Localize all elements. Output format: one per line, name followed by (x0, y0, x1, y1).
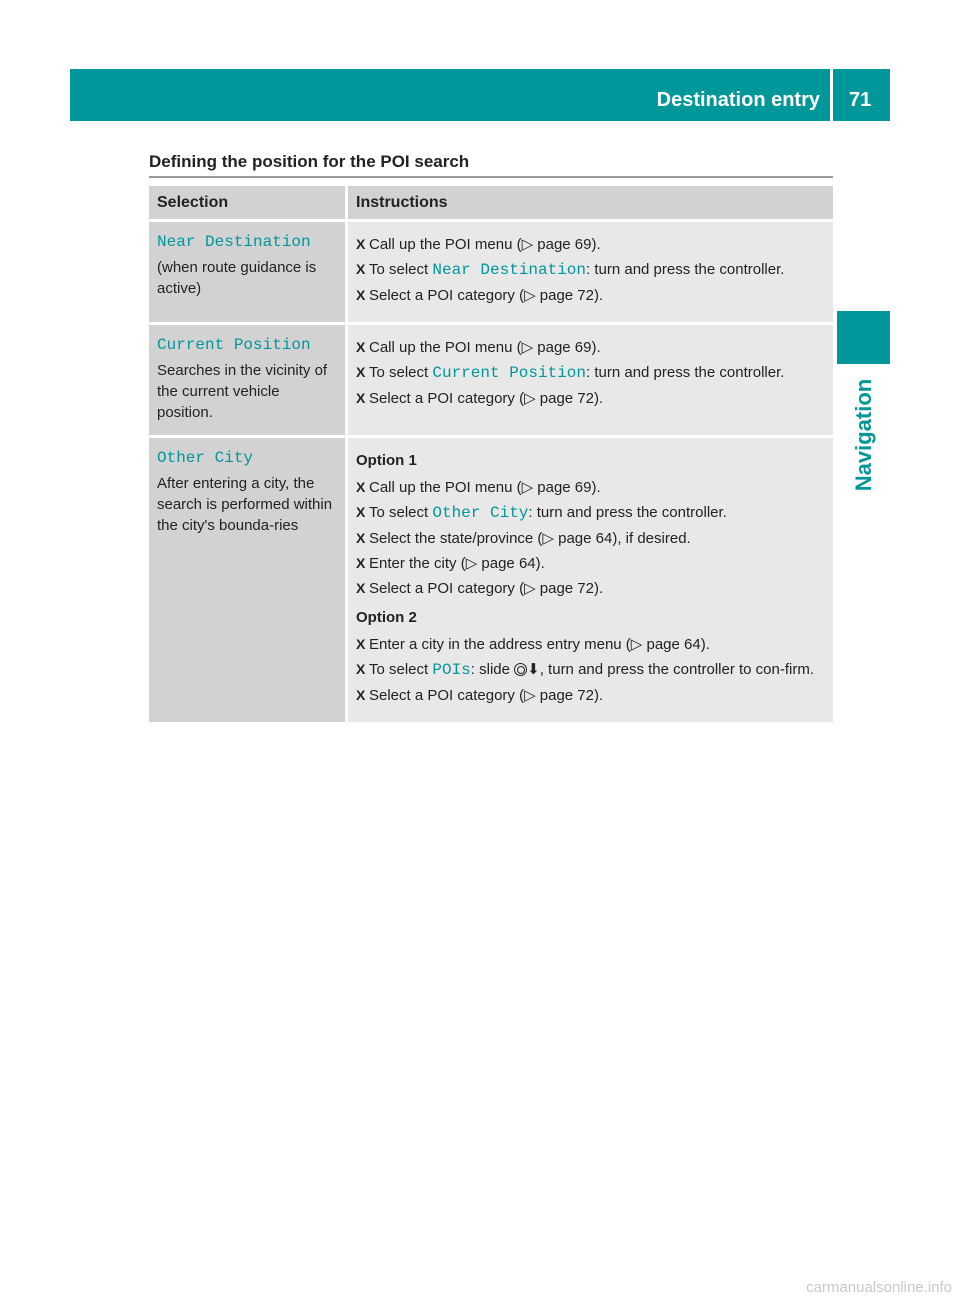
step-text: Select a POI category (▷ page 72). (369, 687, 604, 704)
column-header-instructions: Instructions (348, 186, 833, 222)
step-text: Call up the POI menu (▷ page 69). (369, 339, 601, 356)
step-term: Other City (432, 504, 529, 522)
step-term: POIs (432, 661, 471, 679)
step-arrow-icon: X (356, 636, 366, 652)
instructions-cell (348, 222, 833, 325)
step-arrow-icon: X (356, 479, 366, 495)
step-text: Select a POI category (▷ page 72). (369, 580, 604, 597)
controller-icon (514, 663, 527, 676)
selection-cell (149, 325, 348, 438)
step-arrow-icon: X (356, 364, 366, 380)
poi-position-table (149, 186, 833, 725)
option-2-label: Option 2 (356, 609, 417, 626)
section-title: Defining the position for the POI search (149, 152, 470, 171)
instruction-step (356, 553, 825, 574)
step-prefix: To select (369, 661, 433, 678)
option-1-label: Option 1 (356, 452, 417, 469)
step-text: Select the state/province (▷ page 64), if desired. (369, 530, 691, 547)
step-arrow-icon: X (356, 661, 366, 677)
selection-term: Near Destination (157, 233, 311, 251)
instruction-step (356, 234, 825, 255)
step-text: Select a POI category (▷ page 72). (369, 287, 604, 304)
step-arrow-icon: X (356, 339, 366, 355)
step-arrow-icon: X (356, 504, 366, 520)
table-row (149, 325, 833, 438)
step-text: Enter a city in the address entry menu (▷ page 64). (369, 636, 710, 653)
instruction-step (356, 477, 825, 498)
watermark: carmanualsonline.info (806, 1279, 952, 1296)
selection-description: Searches in the vicinity of the current vehicle position. (157, 362, 328, 421)
step-slide-text: : slide (470, 661, 515, 678)
side-tab-label (838, 375, 890, 495)
page-number: 71 (849, 89, 872, 111)
instruction-step (356, 337, 825, 358)
step-term: Current Position (432, 364, 586, 382)
step-suffix: : turn and press the controller. (586, 261, 785, 278)
step-arrow-icon: X (356, 530, 366, 546)
selection-term: Current Position (157, 336, 311, 354)
instruction-step (356, 388, 825, 409)
step-suffix: , turn and press the controller to con-firm. (539, 661, 815, 678)
step-prefix: To select (369, 364, 433, 381)
instruction-step (356, 502, 825, 524)
step-term: Near Destination (432, 261, 586, 279)
step-suffix: : turn and press the controller. (586, 364, 785, 381)
column-header-selection: Selection (149, 186, 348, 222)
title-rule (149, 176, 833, 178)
step-arrow-icon: X (356, 390, 366, 406)
instructions-cell (348, 438, 833, 725)
instruction-step (356, 528, 825, 549)
selection-cell (149, 222, 348, 325)
step-arrow-icon: X (356, 236, 366, 252)
instructions-cell (348, 325, 833, 438)
step-prefix: To select (369, 261, 433, 278)
page-header (70, 69, 890, 121)
header-divider (830, 69, 833, 121)
step-arrow-icon: X (356, 555, 366, 571)
instruction-step (356, 362, 825, 384)
instruction-step (356, 285, 825, 306)
instruction-step (356, 634, 825, 655)
header-title: Destination entry (656, 89, 820, 111)
step-text: Enter the city (▷ page 64). (369, 555, 545, 572)
step-suffix: : turn and press the controller. (528, 504, 727, 521)
step-prefix: To select (369, 504, 433, 521)
instruction-step (356, 578, 825, 599)
step-text: Call up the POI menu (▷ page 69). (369, 479, 601, 496)
selection-cell (149, 438, 348, 725)
selection-description: After entering a city, the search is performed within the city's bounda-ries (157, 475, 333, 534)
side-tab-text: Navigation (851, 378, 876, 492)
step-arrow-icon: X (356, 687, 366, 703)
instruction-step (356, 259, 825, 281)
step-arrow-icon: X (356, 580, 366, 596)
table-row (149, 438, 833, 725)
step-text: Select a POI category (▷ page 72). (369, 390, 604, 407)
step-text: Call up the POI menu (▷ page 69). (369, 236, 601, 253)
slide-down-arrow-icon: ⬇ (527, 661, 540, 678)
table-header-row (149, 186, 833, 222)
selection-description: (when route guidance is active) (157, 259, 317, 297)
step-arrow-icon: X (356, 261, 366, 277)
table-row (149, 222, 833, 325)
side-tab-marker (837, 311, 890, 364)
step-arrow-icon: X (356, 287, 366, 303)
instruction-step (356, 659, 825, 681)
instruction-step (356, 685, 825, 706)
selection-term: Other City (157, 449, 254, 467)
